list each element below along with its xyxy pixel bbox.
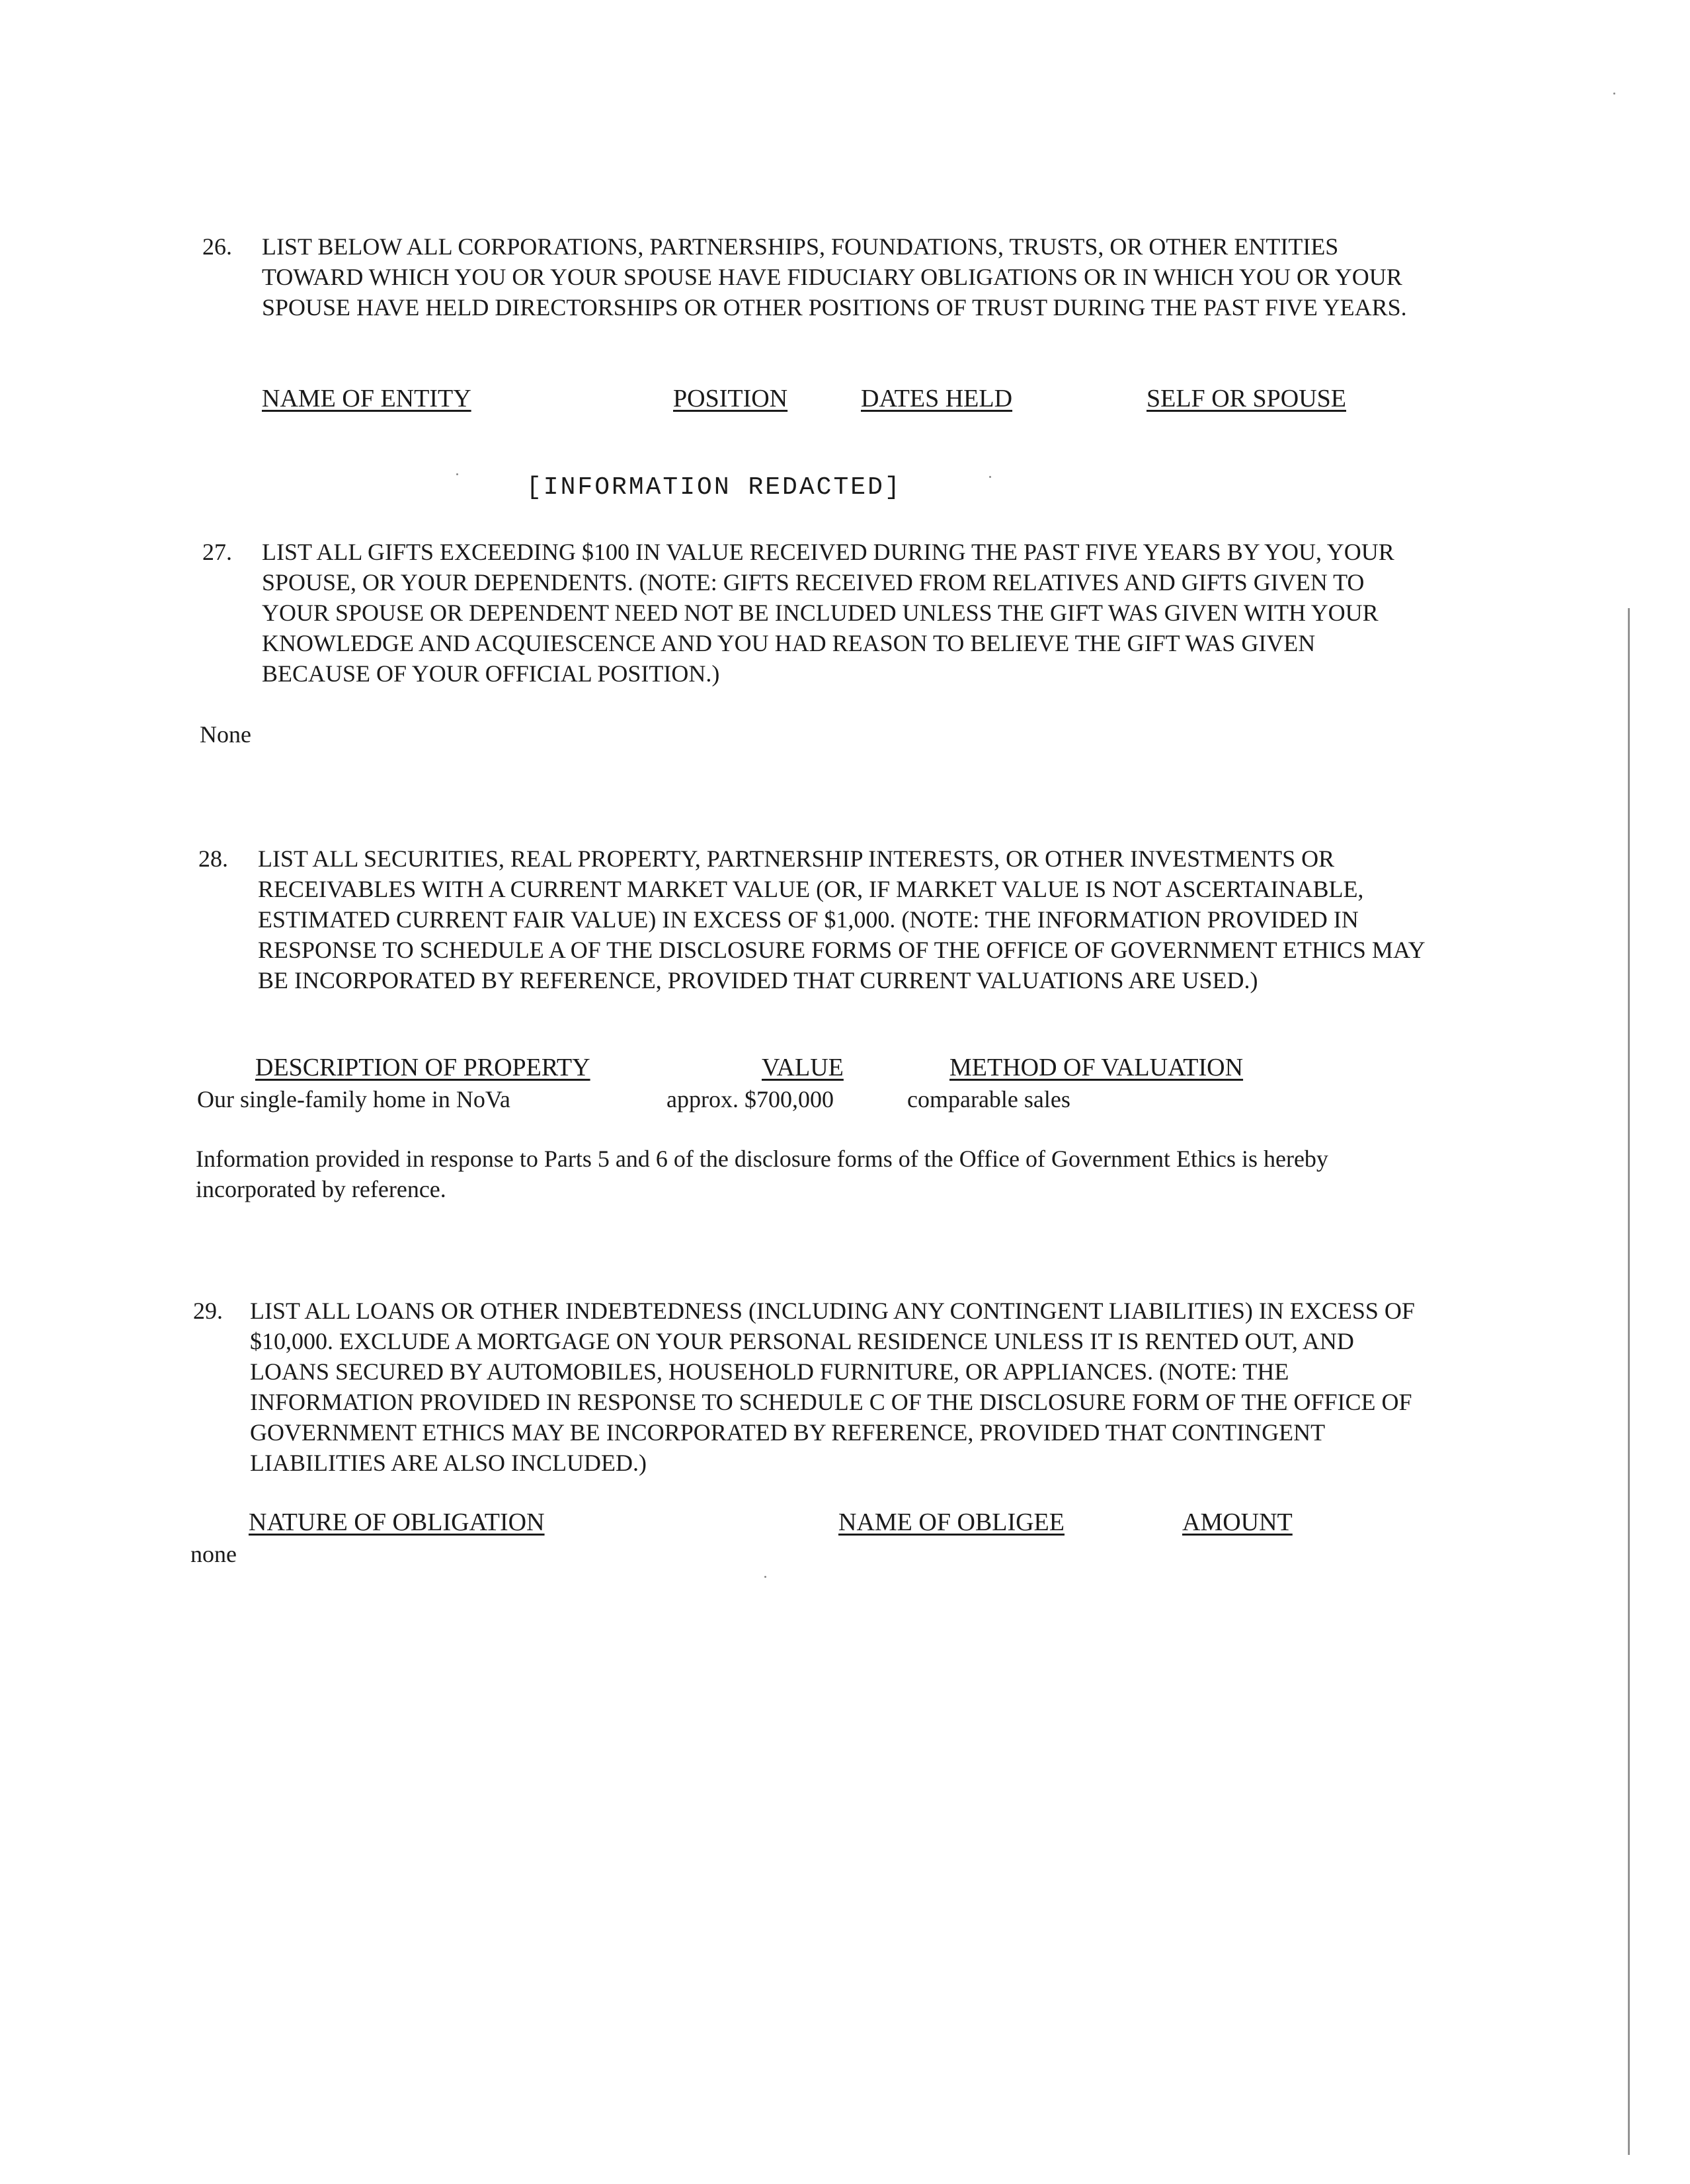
q28-header-value: VALUE	[762, 1054, 844, 1081]
scan-speck	[456, 473, 458, 475]
scan-edge-line	[1628, 608, 1630, 2155]
scan-speck	[989, 476, 991, 478]
question-29-number: 29.	[193, 1298, 223, 1324]
q28-row-description: Our single-family home in NoVa	[197, 1086, 510, 1112]
q26-header-dates-held: DATES HELD	[861, 385, 1013, 412]
question-26-text: LIST BELOW ALL CORPORATIONS, PARTNERSHIPS, FOUNDATIONS, TRUSTS, OR OTHER ENTITIES TOWARD WHICH YOU OR YOUR SPOUSE HAVE FIDUCIARY OBLIGATIONS OR IN WHICH YOU OR YOUR SPOUSE HAVE HELD DIRECTORSHIPS OR OTHER POSITIONS OF TRUST DURING THE PAST FIVE YEARS.	[262, 233, 1408, 321]
question-29-text: LIST ALL LOANS OR OTHER INDEBTEDNESS (INCLUDING ANY CONTINGENT LIABILITIES) IN EXCESS OF $10,000. EXCLUDE A MORTGAGE ON YOUR PERSONAL RESIDENCE UNLESS IT IS RENTED OUT, AND LOANS SECURED BY AUTOMOBILES, HOUSEHOLD FURNITURE, OR APPLIANCES. (NOTE: THE INFORMATION PROVIDED IN RESPONSE TO SCHEDULE C OF THE DISCLOSURE FORM OF THE OFFICE OF GOVERNMENT ETHICS MAY BE INCORPORATED BY REFERENCE, PROVIDED THAT CONTINGENT LIABILITIES ARE ALSO INCLUDED.)	[250, 1298, 1421, 1476]
q28-header-description: DESCRIPTION OF PROPERTY	[255, 1054, 590, 1081]
q29-answer: none	[190, 1541, 237, 1567]
q27-answer: None	[200, 721, 251, 748]
q26-header-name-of-entity: NAME OF ENTITY	[262, 385, 471, 412]
question-27-number: 27.	[202, 539, 232, 565]
question-26-number: 26.	[202, 233, 232, 260]
q28-header-method: METHOD OF VALUATION	[949, 1054, 1244, 1081]
q28-row-value: approx. $700,000	[666, 1086, 834, 1112]
question-28-text: LIST ALL SECURITIES, REAL PROPERTY, PARTNERSHIP INTERESTS, OR OTHER INVESTMENTS OR RECEIVABLES WITH A CURRENT MARKET VALUE (OR, IF MARKET VALUE IS NOT ASCERTAINABLE, ESTIMATED CURRENT FAIR VALUE) IN EXCESS OF $1,000. (NOTE: THE INFORMATION PROVIDED IN RESPONSE TO SCHEDULE A OF THE DISCLOSURE FORMS OF THE OFFICE OF GOVERNMENT ETHICS MAY BE INCORPORATED BY REFERENCE, PROVIDED THAT CURRENT VALUATIONS ARE USED.)	[258, 845, 1431, 994]
scan-speck	[764, 1576, 766, 1578]
q29-header-amount: AMOUNT	[1182, 1508, 1293, 1536]
q26-header-position: POSITION	[673, 385, 788, 412]
q26-header-self-or-spouse: SELF OR SPOUSE	[1147, 385, 1346, 412]
question-27-text: LIST ALL GIFTS EXCEEDING $100 IN VALUE RECEIVED DURING THE PAST FIVE YEARS BY YOU, YOUR SPOUSE, OR YOUR DEPENDENTS. (NOTE: GIFTS RECEIVED FROM RELATIVES AND GIFTS GIVEN TO YOUR SPOUSE OR DEPENDENT NEED NOT BE INCLUDED UNLESS THE GIFT WAS GIVEN WITH YOUR KNOWLEDGE AND ACQUIESCENCE AND YOU HAD REASON TO BELIEVE THE GIFT WAS GIVEN BECAUSE OF YOUR OFFICIAL POSITION.)	[262, 539, 1400, 687]
q29-header-name-of-obligee: NAME OF OBLIGEE	[838, 1508, 1065, 1536]
scan-speck	[1613, 93, 1615, 95]
q28-incorporation-note: Information provided in response to Parts 5 and 6 of the disclosure forms of the Office of Government Ethics is hereby incorporated by reference.	[196, 1146, 1328, 1202]
q26-redacted-notice: [INFORMATION REDACTED]	[526, 473, 902, 502]
question-28-number: 28.	[198, 845, 228, 872]
q29-header-nature-of-obligation: NATURE OF OBLIGATION	[249, 1508, 545, 1536]
q28-row-method: comparable sales	[907, 1086, 1070, 1112]
